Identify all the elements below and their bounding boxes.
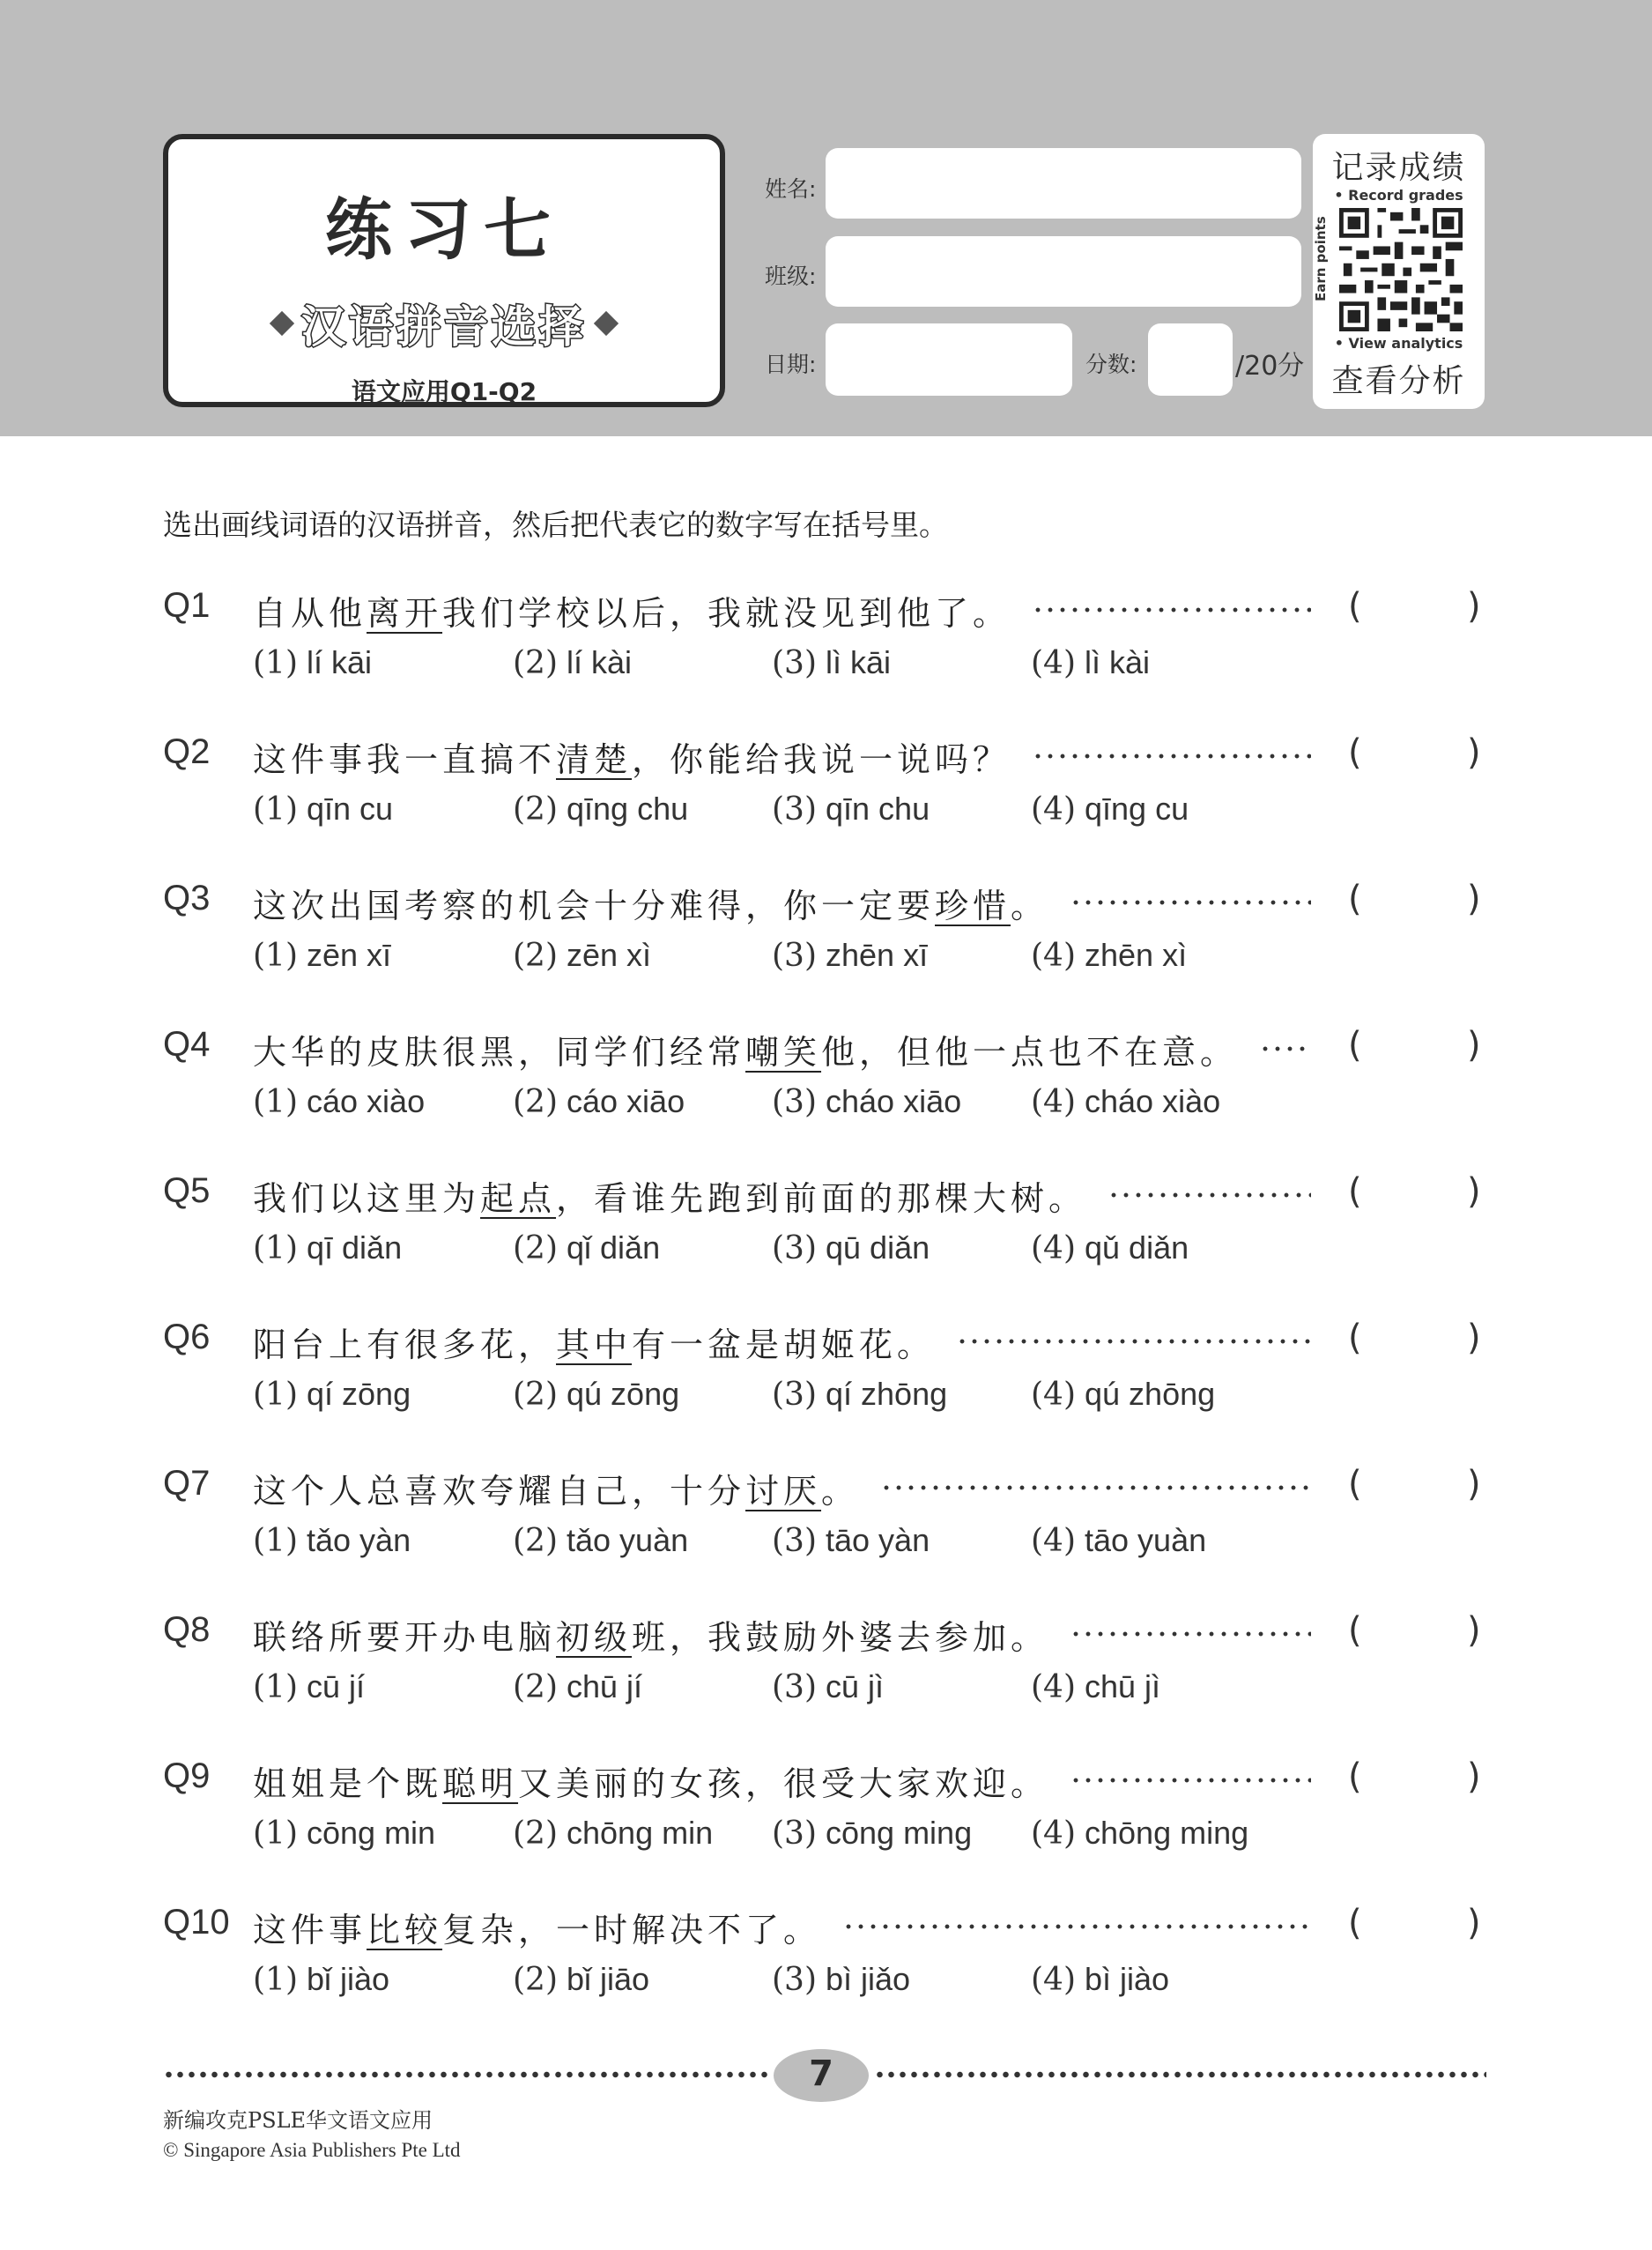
- underlined-word: 比较: [367, 1911, 443, 1949]
- question-text-pre: 这个人总喜欢夸耀自己，十分: [253, 1472, 746, 1511]
- answer-paren-left: (: [1348, 1318, 1362, 1358]
- option-pinyin: cháo xiāo: [826, 1083, 962, 1119]
- question-number: Q9: [163, 1756, 211, 1795]
- option-pinyin: chū jí: [567, 1668, 643, 1704]
- option-2: [513, 1229, 660, 1266]
- option-pinyin: lì kāi: [826, 644, 892, 680]
- question-text-pre: 这件事: [253, 1911, 367, 1949]
- underlined-word: 聪明: [442, 1764, 519, 1803]
- question-text: [253, 732, 1011, 781]
- qr-code-icon[interactable]: [1339, 208, 1463, 331]
- option-3: [772, 644, 891, 681]
- score-field[interactable]: [1148, 323, 1233, 396]
- underlined-word: 珍惜: [935, 887, 1011, 925]
- option-pinyin: qí zōng: [307, 1376, 411, 1412]
- answer-paren-left: (: [1348, 1464, 1362, 1504]
- option-number: (1): [253, 1377, 298, 1413]
- option-number: (1): [253, 1523, 298, 1559]
- option-pinyin: qǐ diǎn: [567, 1229, 661, 1266]
- option-number: (4): [1031, 1084, 1076, 1120]
- question-text: [253, 1903, 821, 1951]
- option-number: (2): [513, 1523, 558, 1559]
- option-pinyin: lí kāi: [307, 644, 373, 680]
- question-text-pre: 自从他: [253, 594, 367, 633]
- option-3: [772, 1668, 884, 1705]
- option-number: (2): [513, 1669, 558, 1705]
- footer-dots-left: [163, 2069, 771, 2080]
- question-text-post: ，看谁先跑到前面的那棵大树。: [556, 1179, 1087, 1218]
- option-pinyin: chōng min: [567, 1815, 714, 1851]
- leader-dots: [1032, 605, 1311, 614]
- question-item: [0, 1318, 1652, 1441]
- answer-paren-right: ): [1467, 879, 1481, 919]
- option-number: (2): [513, 1377, 558, 1413]
- option-pinyin: tāo yàn: [826, 1522, 930, 1558]
- option-2: [513, 1961, 649, 1998]
- page-title: 练习七: [325, 190, 563, 269]
- option-number: (4): [1031, 1230, 1076, 1266]
- option-pinyin: qīng chu: [567, 791, 689, 827]
- option-pinyin: zēn xī: [307, 937, 392, 973]
- option-pinyin: bǐ jiāo: [567, 1961, 650, 1997]
- option-pinyin: qú zhōng: [1085, 1376, 1216, 1412]
- question-item: [0, 1464, 1652, 1587]
- option-number: (2): [513, 938, 558, 974]
- option-pinyin: tǎo yàn: [307, 1522, 411, 1558]
- option-pinyin: qū diǎn: [826, 1229, 930, 1266]
- option-pinyin: tǎo yuàn: [567, 1522, 689, 1558]
- leader-dots: [1032, 752, 1311, 761]
- option-4: [1031, 1668, 1160, 1705]
- option-2: [513, 1376, 679, 1413]
- question-text: [253, 1025, 1238, 1073]
- answer-paren-left: (: [1348, 586, 1362, 627]
- question-text-pre: 联络所要开办电脑: [253, 1618, 557, 1657]
- option-pinyin: qí zhōng: [826, 1376, 948, 1412]
- question-item: [0, 1903, 1652, 2026]
- question-text-post: 我们学校以后，我就没见到他了。: [442, 594, 1011, 633]
- view-analytics-sub: • View analytics: [1334, 335, 1463, 352]
- option-number: (4): [1031, 1816, 1076, 1852]
- option-pinyin: zhēn xì: [1085, 937, 1188, 973]
- question-text-pre: 阳台上有很多花，: [253, 1325, 557, 1364]
- question-text-post: 班，我鼓励外婆去参加。: [632, 1618, 1049, 1657]
- answer-paren-left: (: [1348, 1610, 1362, 1651]
- option-pinyin: bǐ jiào: [307, 1961, 390, 1997]
- question-text-pre: 这件事我一直搞不: [253, 740, 557, 779]
- subtitle-row: [168, 292, 720, 355]
- option-pinyin: lì kài: [1085, 644, 1151, 680]
- answer-blank[interactable]: [1374, 1756, 1463, 1802]
- question-text: [253, 1318, 935, 1366]
- question-number: Q4: [163, 1025, 211, 1064]
- question-item: [0, 1610, 1652, 1734]
- option-number: (1): [253, 1962, 298, 1998]
- option-number: (3): [772, 1377, 817, 1413]
- option-pinyin: qīn cu: [307, 791, 394, 827]
- option-pinyin: zēn xì: [567, 937, 652, 973]
- option-number: (3): [772, 1669, 817, 1705]
- option-3: [772, 1229, 930, 1266]
- option-3: [772, 1376, 947, 1413]
- underlined-word: 离开: [367, 594, 443, 633]
- option-pinyin: qī diǎn: [307, 1229, 403, 1266]
- answer-blank[interactable]: [1374, 879, 1463, 925]
- option-number: (4): [1031, 1377, 1076, 1413]
- option-pinyin: cháo xiào: [1085, 1083, 1221, 1119]
- option-number: (3): [772, 791, 817, 828]
- option-1: [253, 1229, 402, 1266]
- leader-dots: [1070, 898, 1311, 907]
- option-pinyin: bì jiào: [1085, 1961, 1170, 1997]
- date-label: 日期:: [765, 352, 817, 377]
- question-text-post: 。: [821, 1472, 860, 1511]
- qr-panel[interactable]: [1313, 134, 1485, 409]
- option-2: [513, 1522, 688, 1559]
- question-number: Q1: [163, 586, 211, 625]
- option-number: (1): [253, 1230, 298, 1266]
- answer-blank[interactable]: [1374, 1464, 1463, 1510]
- option-1: [253, 1961, 389, 1998]
- option-pinyin: bì jiǎo: [826, 1961, 911, 1997]
- option-pinyin: cōng ming: [826, 1815, 973, 1851]
- option-number: (3): [772, 1962, 817, 1998]
- answer-blank[interactable]: [1374, 586, 1463, 632]
- question-text-post: 有一盆是胡姬花。: [632, 1325, 936, 1364]
- class-label: 班级:: [765, 264, 817, 289]
- option-3: [772, 1815, 972, 1852]
- option-4: [1031, 937, 1187, 974]
- option-1: [253, 937, 391, 974]
- option-3: [772, 937, 928, 974]
- option-number: (4): [1031, 1669, 1076, 1705]
- option-3: [772, 791, 930, 828]
- question-item: [0, 586, 1652, 709]
- underlined-word: 讨厌: [745, 1472, 822, 1511]
- option-2: [513, 644, 632, 681]
- option-2: [513, 1668, 642, 1705]
- option-number: (1): [253, 1816, 298, 1852]
- question-text-post: 复杂，一时解决不了。: [442, 1911, 822, 1949]
- answer-paren-left: (: [1348, 879, 1362, 919]
- answer-blank[interactable]: [1374, 1318, 1463, 1363]
- option-number: (4): [1031, 1523, 1076, 1559]
- page-number: 7: [809, 2053, 833, 2094]
- question-text-post: ，你能给我说一说吗？: [632, 740, 1011, 779]
- option-number: (4): [1031, 1962, 1076, 1998]
- answer-paren-left: (: [1348, 1903, 1362, 1943]
- option-pinyin: qú zōng: [567, 1376, 680, 1412]
- option-number: (2): [513, 645, 558, 681]
- option-4: [1031, 1083, 1220, 1120]
- diamond-icon: [270, 311, 294, 336]
- option-4: [1031, 791, 1189, 828]
- option-pinyin: chū jì: [1085, 1668, 1161, 1704]
- option-pinyin: cū jì: [826, 1668, 885, 1704]
- view-analytics-label: 查看分析: [1331, 363, 1466, 399]
- question-text: [253, 1756, 1048, 1805]
- question-text-pre: 这次出国考察的机会十分难得，你一定要: [253, 887, 936, 925]
- option-pinyin: cōng min: [307, 1815, 436, 1851]
- question-item: [0, 879, 1652, 1002]
- option-number: (2): [513, 791, 558, 828]
- answer-paren-left: (: [1348, 1171, 1362, 1212]
- answer-paren-left: (: [1348, 1756, 1362, 1797]
- answer-paren-right: ): [1467, 1171, 1481, 1212]
- record-grades-label: 记录成绩: [1331, 150, 1466, 186]
- question-item: [0, 1756, 1652, 1880]
- option-number: (4): [1031, 938, 1076, 974]
- option-number: (3): [772, 1230, 817, 1266]
- option-1: [253, 791, 393, 828]
- answer-paren-left: (: [1348, 1025, 1362, 1066]
- option-number: (2): [513, 1962, 558, 1998]
- underlined-word: 嘲笑: [745, 1033, 822, 1072]
- option-1: [253, 1083, 425, 1120]
- option-pinyin: cū jí: [307, 1668, 366, 1704]
- option-number: (2): [513, 1084, 558, 1120]
- leader-dots: [1070, 1776, 1311, 1785]
- option-number: (3): [772, 645, 817, 681]
- option-number: (1): [253, 938, 298, 974]
- title-card: [163, 134, 725, 407]
- option-pinyin: qīn chu: [826, 791, 930, 827]
- option-number: (1): [253, 645, 298, 681]
- option-3: [772, 1961, 910, 1998]
- question-text-pre: 我们以这里为: [253, 1179, 481, 1218]
- question-text: [253, 1464, 859, 1512]
- option-pinyin: lí kài: [567, 644, 633, 680]
- question-number: Q6: [163, 1318, 211, 1356]
- option-4: [1031, 644, 1150, 681]
- underlined-word: 起点: [480, 1179, 557, 1218]
- underlined-word: 其中: [556, 1325, 633, 1364]
- option-number: (3): [772, 1523, 817, 1559]
- question-text: [253, 586, 1011, 635]
- question-text-post: 。: [1011, 887, 1049, 925]
- instruction-text: 选出画线词语的汉语拼音，然后把代表它的数字写在括号里。: [163, 508, 948, 542]
- option-pinyin: cáo xiào: [307, 1083, 426, 1119]
- option-2: [513, 1083, 685, 1120]
- date-field[interactable]: [826, 323, 1072, 396]
- answer-paren-right: ): [1467, 1464, 1481, 1504]
- option-number: (4): [1031, 791, 1076, 828]
- question-text: [253, 1610, 1048, 1659]
- answer-blank[interactable]: [1374, 1025, 1463, 1071]
- question-item: [0, 732, 1652, 856]
- option-number: (1): [253, 1084, 298, 1120]
- option-4: [1031, 1815, 1248, 1852]
- option-2: [513, 937, 651, 974]
- leader-dots: [880, 1483, 1311, 1492]
- class-field[interactable]: [826, 236, 1301, 307]
- option-4: [1031, 1376, 1215, 1413]
- option-4: [1031, 1229, 1189, 1266]
- option-4: [1031, 1961, 1169, 1998]
- answer-blank[interactable]: [1374, 1171, 1463, 1217]
- option-1: [253, 1522, 411, 1559]
- question-number: Q7: [163, 1464, 211, 1503]
- option-1: [253, 1815, 435, 1852]
- leader-dots: [1108, 1191, 1311, 1199]
- book-title: 新编攻克PSLE华文语文应用: [163, 2108, 433, 2133]
- answer-paren-right: ): [1467, 732, 1481, 773]
- earn-points-label: Earn points: [1313, 216, 1329, 301]
- score-max: /20分: [1235, 351, 1305, 382]
- answer-blank[interactable]: [1374, 732, 1463, 778]
- underlined-word: 初级: [556, 1618, 633, 1657]
- answer-paren-right: ): [1467, 1903, 1481, 1943]
- question-item: [0, 1171, 1652, 1295]
- option-1: [253, 644, 372, 681]
- page-subtitle: 汉语拼音选择: [301, 301, 587, 353]
- question-number: Q3: [163, 879, 211, 917]
- question-text-post: 他，但他一点也不在意。: [821, 1033, 1239, 1072]
- option-2: [513, 1815, 713, 1852]
- option-2: [513, 791, 688, 828]
- option-number: (3): [772, 938, 817, 974]
- answer-paren-right: ): [1467, 1318, 1481, 1358]
- question-text-pre: 姐姐是个既: [253, 1764, 443, 1803]
- question-item: [0, 1025, 1652, 1148]
- question-text: [253, 1171, 1086, 1220]
- leader-dots: [1070, 1630, 1311, 1638]
- leader-dots: [956, 1337, 1311, 1346]
- option-1: [253, 1376, 411, 1413]
- option-3: [772, 1083, 961, 1120]
- question-text: [253, 879, 1048, 927]
- option-number: (1): [253, 1669, 298, 1705]
- option-3: [772, 1522, 930, 1559]
- option-number: (3): [772, 1084, 817, 1120]
- copyright-text: © Singapore Asia Publishers Pte Ltd: [163, 2139, 461, 2161]
- question-text-pre: 大华的皮肤很黑，同学们经常: [253, 1033, 746, 1072]
- option-pinyin: qīng cu: [1085, 791, 1189, 827]
- option-number: (2): [513, 1230, 558, 1266]
- topic-label: 语文应用Q1-Q2: [351, 377, 537, 406]
- option-number: (1): [253, 791, 298, 828]
- answer-paren-right: ): [1467, 586, 1481, 627]
- underlined-word: 清楚: [556, 740, 633, 779]
- option-number: (3): [772, 1816, 817, 1852]
- record-grades-sub: • Record grades: [1334, 187, 1463, 204]
- question-text-post: 又美丽的女孩，很受大家欢迎。: [518, 1764, 1049, 1803]
- question-number: Q10: [163, 1903, 230, 1942]
- leader-dots: [1259, 1044, 1311, 1053]
- question-number: Q5: [163, 1171, 211, 1210]
- name-label: 姓名:: [765, 176, 817, 202]
- question-number: Q8: [163, 1610, 211, 1649]
- diamond-icon: [594, 311, 619, 336]
- score-label: 分数:: [1085, 352, 1137, 377]
- leader-dots: [842, 1922, 1311, 1931]
- answer-blank[interactable]: [1374, 1903, 1463, 1949]
- option-number: (2): [513, 1816, 558, 1852]
- option-pinyin: zhēn xī: [826, 937, 929, 973]
- option-number: (4): [1031, 645, 1076, 681]
- option-pinyin: tāo yuàn: [1085, 1522, 1207, 1558]
- option-4: [1031, 1522, 1206, 1559]
- answer-blank[interactable]: [1374, 1610, 1463, 1656]
- answer-paren-right: ): [1467, 1756, 1481, 1797]
- name-field[interactable]: [826, 148, 1301, 219]
- question-number: Q2: [163, 732, 211, 771]
- option-pinyin: qǔ diǎn: [1085, 1229, 1189, 1266]
- answer-paren-left: (: [1348, 732, 1362, 773]
- answer-paren-right: ): [1467, 1025, 1481, 1066]
- option-1: [253, 1668, 365, 1705]
- option-pinyin: cáo xiāo: [567, 1083, 685, 1119]
- answer-paren-right: ): [1467, 1610, 1481, 1651]
- option-pinyin: chōng ming: [1085, 1815, 1249, 1851]
- footer-dots-right: [874, 2069, 1486, 2080]
